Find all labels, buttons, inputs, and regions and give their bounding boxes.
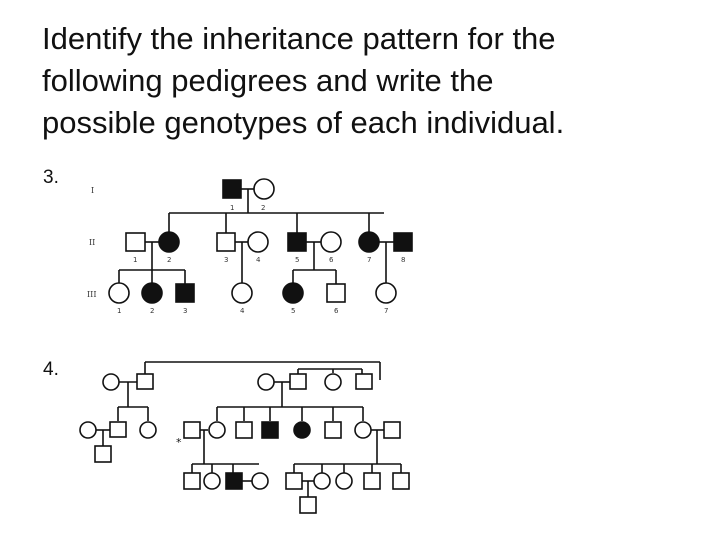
ped4-bottom-male-1 [184,473,200,489]
ped4-top-female-1 [103,374,119,390]
ped4-bottom-affected-male [226,473,242,489]
ped4-top-male-2 [290,374,306,389]
ped4-top-female-3 [325,374,341,390]
ped4-top-male-3 [356,374,372,389]
ped3-III-3-number: 3 [183,307,188,315]
ped4-bottom-female-1 [204,473,220,489]
ped4-great-grandchild-male [300,497,316,513]
ped4-mid-female-1 [209,422,225,438]
ped4-mid-male-spouse [184,422,200,438]
ped4-mid-male-1 [236,422,252,438]
ped3-II-7-number: 7 [367,256,372,264]
instruction-line-2: following pedigrees and write the [42,63,494,98]
ped3-II-5-number: 5 [295,256,300,264]
ped4-bottom-male-2 [286,473,302,489]
ped3-II-6-number: 6 [329,256,334,264]
ped4-bottom-male-4 [393,473,409,489]
ped3-III-2-number: 2 [150,307,155,315]
proband-asterisk: * [176,436,182,449]
ped3-II-2-number: 2 [167,256,172,264]
ped4-left-male-grandchild [95,446,111,462]
ped4-bottom-male-3 [364,473,380,489]
ped4-bottom-female-2 [314,473,330,489]
ped3-II-1-number: 1 [133,256,138,264]
ped3-II-4-number: 4 [256,256,261,264]
ped4-mid-affected-female [294,422,310,438]
ped4-left-female-spouse [80,422,96,438]
instruction-line-3: possible genotypes of each individual. [42,105,565,140]
gen-label-III: III [87,290,97,299]
ped3-I-2-number: 2 [261,204,266,212]
ped4-mid-affected-male [262,422,278,438]
ped4-left-female-child [140,422,156,438]
gen-label-II: II [89,238,96,247]
ped4-bottom-female-spouse [252,473,268,489]
instruction-line-1: Identify the inheritance pattern for the [42,21,556,56]
ped4-mid-female-2 [355,422,371,438]
ped4-mid-male-spouse-2 [384,422,400,438]
ped3-II-3-number: 3 [224,256,229,264]
gen-label-I: I [91,186,95,195]
ped3-III-4-number: 4 [240,307,245,315]
ped3-III-6-number: 6 [334,307,339,315]
ped3-III-7-number: 7 [384,307,389,315]
ped4-left-male-child [110,422,126,437]
ped4-top-male-1 [137,374,153,389]
ped3-III-5-number: 5 [291,307,296,315]
question-4-label: 4. [43,359,59,380]
ped3-I-1-number: 1 [230,204,235,212]
ped4-bottom-female-3 [336,473,352,489]
ped3-II-8-number: 8 [401,256,406,264]
ped4-top-female-2 [258,374,274,390]
ped3-III-1-number: 1 [117,307,122,315]
ped4-mid-male-2 [325,422,341,438]
question-3-label: 3. [43,167,59,188]
